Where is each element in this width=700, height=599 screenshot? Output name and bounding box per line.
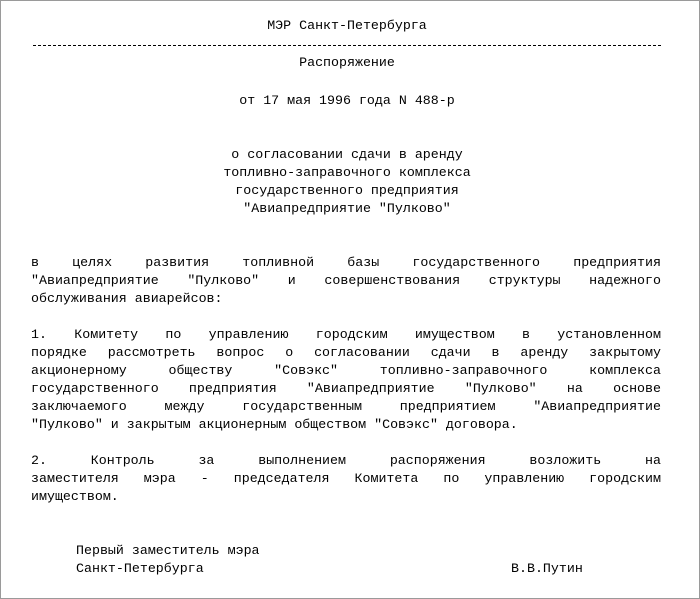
item1-line: "Пулково" и закрытым акционерным обществом "Совэкс" договора. <box>31 417 518 432</box>
date-number-line: от 17 мая 1996 года N 488-р <box>239 93 455 108</box>
signature-position: Санкт-Петербурга <box>76 561 204 576</box>
title-line: государственного предприятия <box>235 183 459 198</box>
title-line: о согласовании сдачи в аренду <box>231 147 463 162</box>
title-line: "Авиапредприятие "Пулково" <box>243 201 451 216</box>
item2-line: заместителя мэра - председателя Комитета по управлению городским <box>31 471 661 486</box>
signature-position: Первый заместитель мэра <box>76 543 260 558</box>
item1-line: 1. Комитету по управлению городским имуществом в установленном <box>31 327 661 342</box>
preamble-line: в целях развития топливной базы государственного предприятия <box>31 255 661 270</box>
item1-line: заключаемого между государственным предприятием "Авиапредприятие <box>31 399 661 414</box>
title-line: топливно-заправочного комплекса <box>223 165 471 180</box>
item1-line: акционерному обществу "Совэкс" топливно-заправочного комплекса <box>31 363 661 378</box>
document-type: Распоряжение <box>299 55 395 70</box>
dashed-separator <box>33 45 661 46</box>
item2-line: 2. Контроль за выполнением распоряжения возложить на <box>31 453 661 468</box>
preamble-line: обслуживания авиарейсов: <box>31 291 223 306</box>
item2-line: имуществом. <box>31 489 119 504</box>
signature-name: В.В.Путин <box>511 561 583 576</box>
org-header: МЭР Санкт-Петербурга <box>267 18 427 33</box>
preamble-line: "Авиапредприятие "Пулково" и совершенствования структуры надежного <box>31 273 661 288</box>
item1-line: порядке рассмотреть вопрос о согласовании сдачи в аренду закрытому <box>31 345 661 360</box>
item1-line: государственного предприятия "Авиапредприятие "Пулково" на основе <box>31 381 661 396</box>
